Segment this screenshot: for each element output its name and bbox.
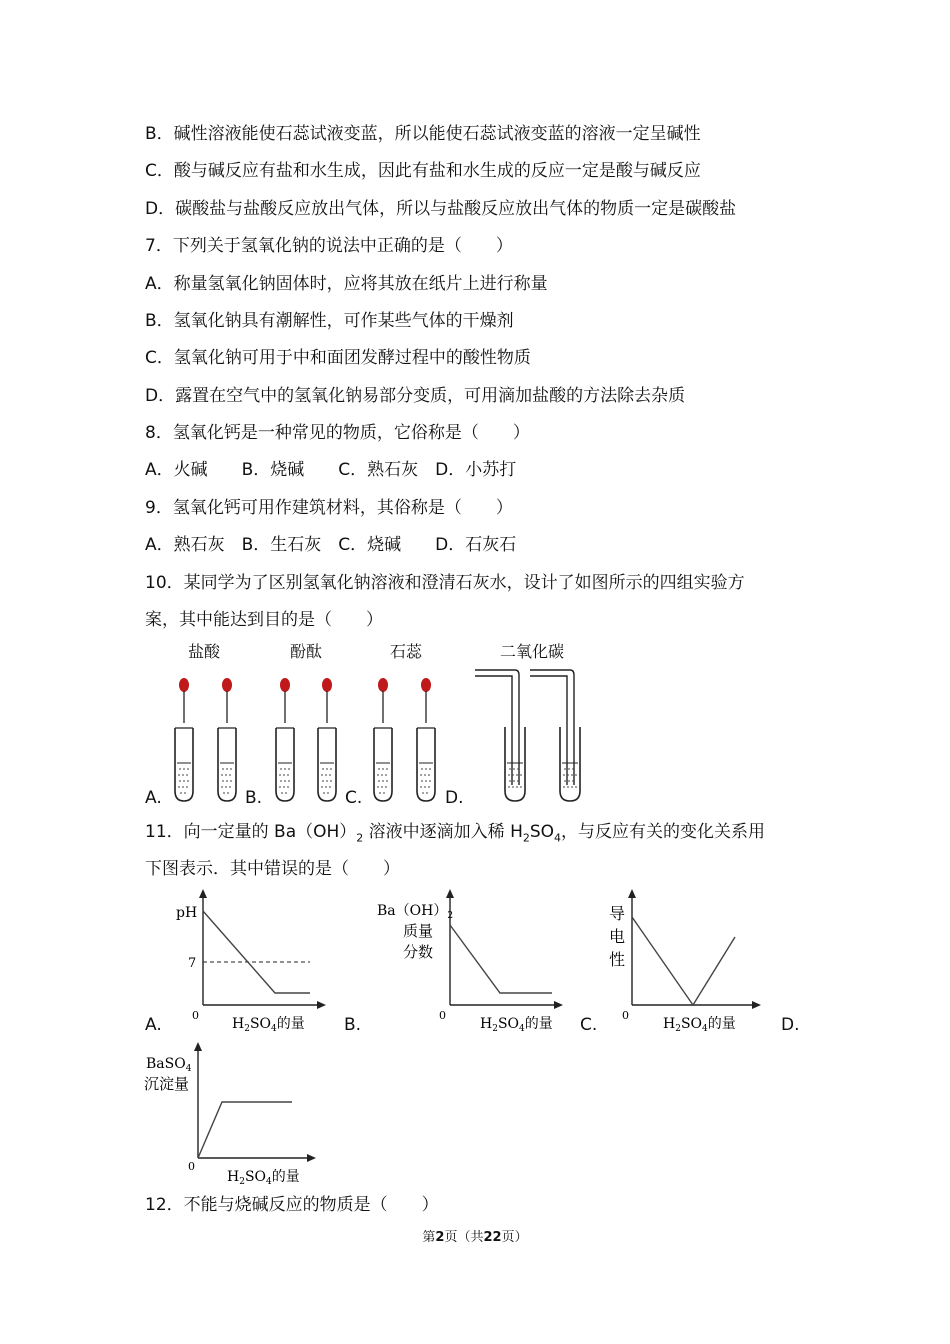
- svg-text:H2SO4的量: $H_2SO_4$的量: [663, 1016, 736, 1034]
- q10-option-b[interactable]: B.: [245, 788, 263, 808]
- option-line: B．氢氧化钠具有潮解性，可作某些气体的干燥剂: [145, 311, 514, 331]
- q10-option-a[interactable]: A.: [145, 788, 162, 808]
- svg-text:性: 性: [609, 950, 626, 969]
- svg-text:pH: pH: [176, 905, 198, 921]
- question-11-cont: 下图表示．其中错误的是（ ）: [145, 859, 400, 879]
- reagent-label-litmus: 石蕊: [390, 642, 423, 661]
- page-total: 22: [483, 1230, 502, 1245]
- question-11: 11．向一定量的 $Ba(OH)_2$ 溶液中逐滴加入稀 $H_2SO_4$，与反应有关的变化关系用: [145, 822, 766, 845]
- reagent-label-phenolphthalein: 酚酞: [290, 642, 323, 661]
- option-line: B．碱性溶液能使石蕊试液变蓝，所以能使石蕊试液变蓝的溶液一定呈碱性: [145, 124, 701, 144]
- question-10-cont: 案，其中能达到目的是（ ）: [145, 610, 383, 630]
- svg-text:分数: 分数: [403, 943, 434, 961]
- q10-option-d[interactable]: D.: [445, 788, 464, 808]
- reagent-label-co2: 二氧化碳: [500, 642, 565, 661]
- q11-option-d[interactable]: D.: [781, 1015, 800, 1035]
- q11-option-c[interactable]: C.: [580, 1015, 598, 1035]
- question-9: 9．氢氧化钙可用作建筑材料，其俗称是（ ）: [145, 498, 513, 518]
- svg-text:0: 0: [439, 1009, 446, 1022]
- q11-option-a[interactable]: A.: [145, 1015, 162, 1035]
- svg-text:质量: 质量: [403, 922, 434, 940]
- svg-text:7: 7: [188, 956, 197, 971]
- graph-b-baoh2-fraction: [375, 885, 565, 1035]
- page-number: 2: [435, 1230, 445, 1245]
- q10-apparatus-figure: [160, 665, 600, 810]
- page-footer: 第2页（共22页）: [422, 1230, 528, 1245]
- svg-text:0: 0: [622, 1009, 629, 1022]
- graph-c-conductivity: [605, 885, 765, 1035]
- svg-text:电: 电: [609, 927, 626, 946]
- svg-text:沉淀量: 沉淀量: [144, 1075, 190, 1093]
- svg-text:BaSO4: BaSO$_4$: [146, 1056, 192, 1074]
- option-line: C．酸与碱反应有盐和水生成，因此有盐和水生成的反应一定是酸与碱反应: [145, 161, 701, 181]
- option-line: D．露置在空气中的氢氧化钠易部分变质，可用滴加盐酸的方法除去杂质: [145, 386, 686, 406]
- svg-text:Ba（OH）2: $Ba(OH)_2$: [377, 903, 454, 921]
- option-line: A．火碱 B．烧碱 C．熟石灰 D．小苏打: [145, 460, 517, 480]
- svg-text:导: 导: [609, 904, 626, 923]
- svg-text:0: 0: [188, 1160, 195, 1173]
- graph-d-baso4-precipitate: [142, 1040, 322, 1190]
- svg-text:0: 0: [192, 1009, 199, 1022]
- question-8: 8．氢氧化钙是一种常见的物质，它俗称是（ ）: [145, 423, 530, 443]
- question-10: 10．某同学为了区别氢氧化钠溶液和澄清石灰水，设计了如图所示的四组实验方: [145, 573, 745, 593]
- q10-option-c[interactable]: C.: [345, 788, 363, 808]
- option-line: A．熟石灰 B．生石灰 C．烧碱 D．石灰石: [145, 535, 517, 555]
- q11-option-b[interactable]: B.: [344, 1015, 362, 1035]
- option-line: C．氢氧化钠可用于中和面团发酵过程中的酸性物质: [145, 348, 531, 368]
- graph-a-ph: [170, 885, 330, 1035]
- question-12: 12．不能与烧碱反应的物质是（ ）: [145, 1195, 439, 1215]
- svg-text:H2SO4的量: $H_2SO_4$的量: [232, 1016, 305, 1034]
- reagent-label-hcl: 盐酸: [188, 642, 221, 661]
- svg-text:H2SO4的量: $H_2SO_4$的量: [227, 1169, 300, 1187]
- option-line: D．碳酸盐与盐酸反应放出气体，所以与盐酸反应放出气体的物质一定是碳酸盐: [145, 199, 737, 219]
- question-7: 7．下列关于氢氧化钠的说法中正确的是（ ）: [145, 236, 513, 256]
- svg-text:H2SO4的量: $H_2SO_4$的量: [480, 1016, 553, 1034]
- option-line: A．称量氢氧化钠固体时，应将其放在纸片上进行称量: [145, 274, 548, 294]
